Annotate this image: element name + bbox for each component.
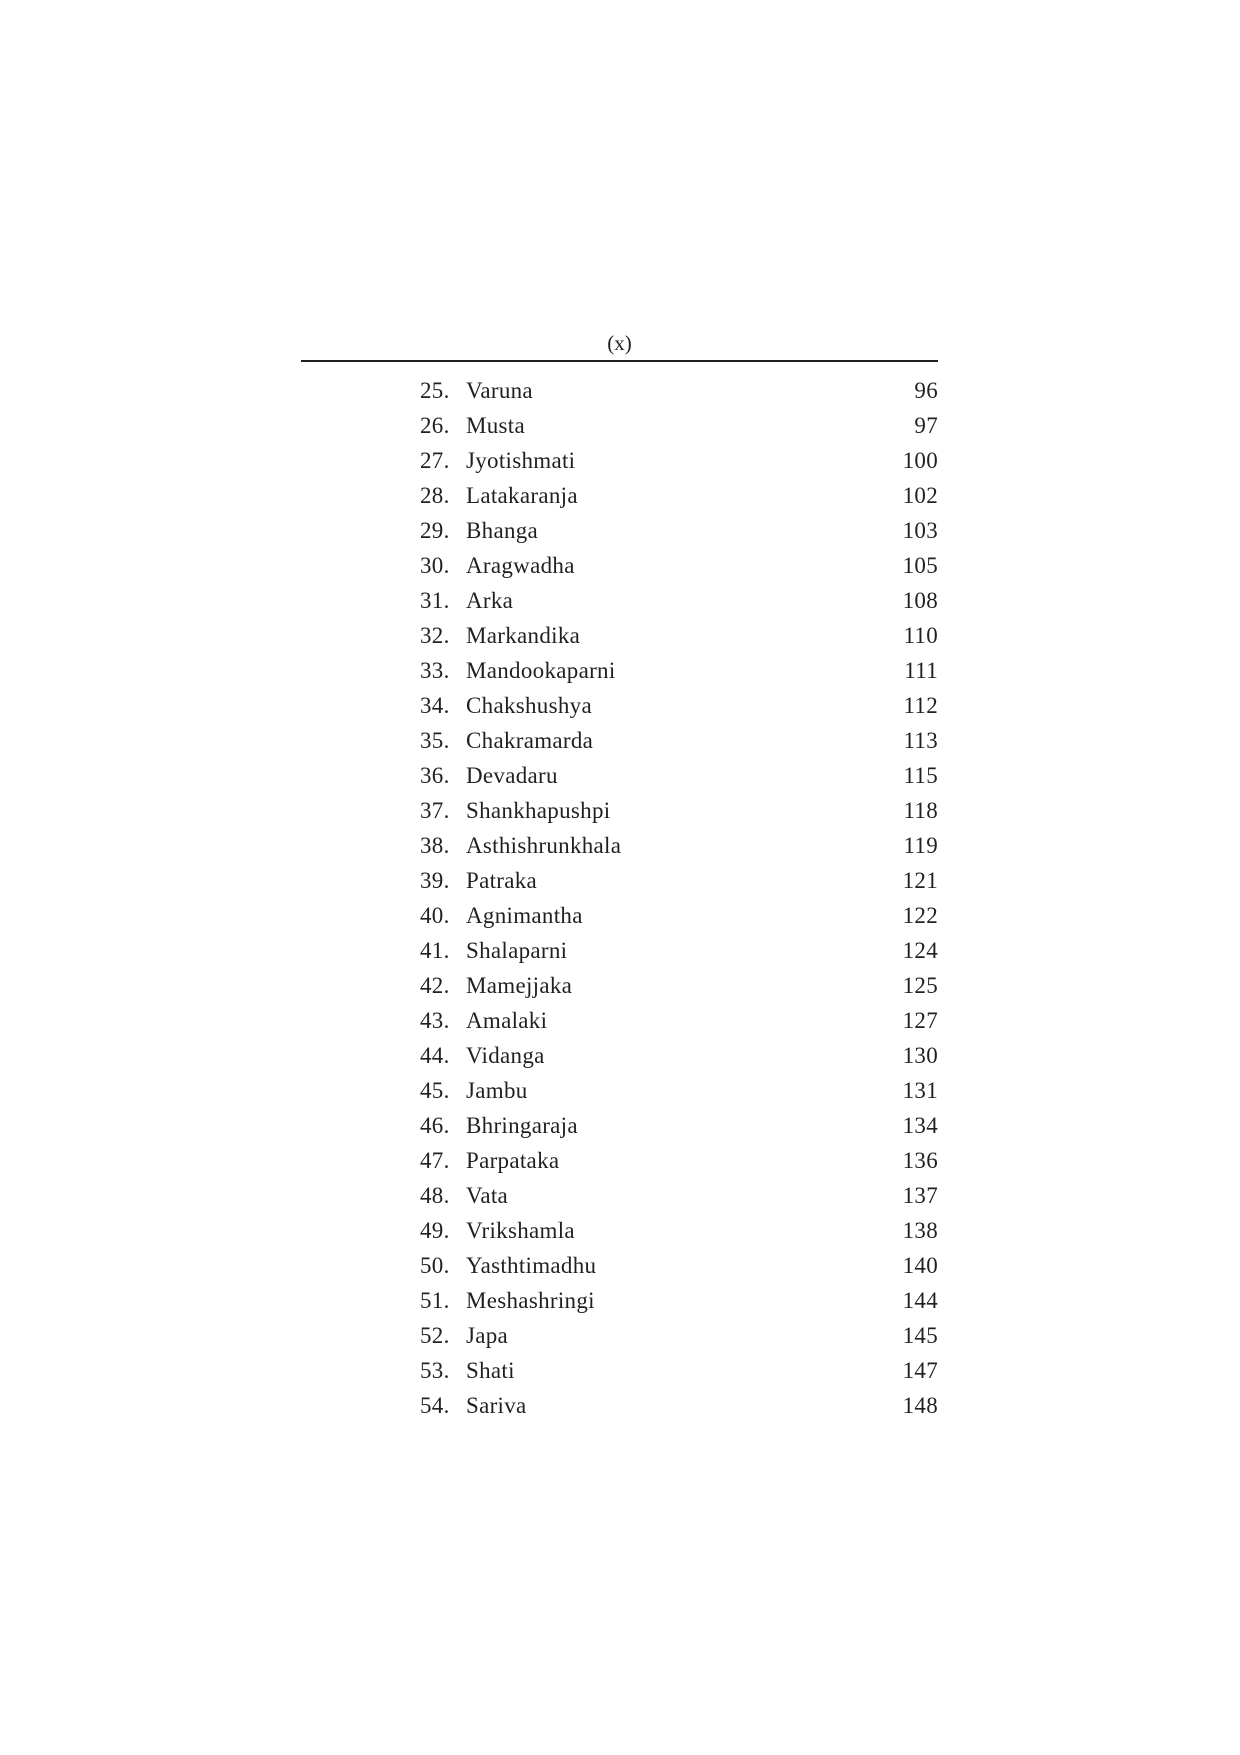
entry-title: Vata [466,1183,509,1208]
entry-title: Bhanga [466,518,539,543]
entry-page-number: 100 [902,448,938,473]
entry-number: 48. [420,1183,450,1208]
entry-number: 51. [420,1288,450,1313]
entry-number: 50. [420,1253,450,1278]
toc-entry [420,1073,938,1108]
toc-entry [420,898,938,933]
entry-number: 40. [420,903,450,928]
entry-page-number: 102 [902,483,938,508]
entry-number: 35. [420,728,450,753]
entry-page-number: 145 [902,1323,938,1348]
entry-number: 47. [420,1148,450,1173]
toc-entry [420,1038,938,1073]
entry-title: Chakramarda [466,728,594,753]
entry-number: 38. [420,833,450,858]
entry-title: Agnimantha [466,903,583,928]
entry-title: Shati [466,1358,515,1383]
toc-entry [420,688,938,723]
entry-number: 30. [420,553,450,578]
toc-entry [420,373,938,408]
entry-title: Mandookaparni [466,658,616,683]
toc-entry [420,478,938,513]
toc-entry [420,1178,938,1213]
toc-entry [420,1318,938,1353]
header-rule [301,360,938,362]
entry-number: 28. [420,483,450,508]
entry-title: Sariva [466,1393,527,1418]
entry-page-number: 119 [903,833,938,858]
entry-number: 41. [420,938,450,963]
entry-title: Latakaranja [466,483,578,508]
entry-page-number: 130 [902,1043,938,1068]
toc-entry [420,968,938,1003]
toc-entry [420,1143,938,1178]
entry-number: 26. [420,413,450,438]
entry-title: Amalaki [466,1008,548,1033]
toc-entry [420,933,938,968]
entry-page-number: 103 [902,518,938,543]
entry-page-number: 113 [903,728,938,753]
entry-title: Jyotishmati [466,448,576,473]
entry-number: 52. [420,1323,450,1348]
toc-entry [420,758,938,793]
toc-entry [420,828,938,863]
toc-entry [420,1388,938,1423]
entry-page-number: 138 [902,1218,938,1243]
entry-title: Arka [466,588,514,613]
entry-number: 43. [420,1008,450,1033]
entry-page-number: 111 [904,658,938,683]
table-of-contents [420,373,938,1423]
entry-title: Asthishrunkhala [466,833,622,858]
toc-entry [420,723,938,758]
entry-title: Jambu [466,1078,528,1103]
entry-page-number: 125 [902,973,938,998]
toc-entry [420,1248,938,1283]
toc-entry [420,513,938,548]
toc-entry [420,1108,938,1143]
entry-title: Varuna [466,378,533,403]
entry-title: Shalaparni [466,938,568,963]
toc-entry [420,408,938,443]
entry-title: Markandika [466,623,581,648]
entry-page-number: 147 [902,1358,938,1383]
entry-page-number: 110 [903,623,938,648]
entry-page-number: 121 [902,868,938,893]
entry-page-number: 105 [902,553,938,578]
toc-entry [420,548,938,583]
entry-page-number: 122 [902,903,938,928]
entry-number: 25. [420,378,450,403]
entry-number: 54. [420,1393,450,1418]
entry-number: 36. [420,763,450,788]
entry-title: Vidanga [466,1043,545,1068]
entry-number: 27. [420,448,450,473]
entry-number: 31. [420,588,450,613]
entry-page-number: 136 [902,1148,938,1173]
entry-title: Patraka [466,868,538,893]
toc-entry [420,618,938,653]
entry-page-number: 134 [902,1113,938,1138]
entry-title: Bhringaraja [466,1113,578,1138]
entry-page-number: 112 [903,693,938,718]
entry-number: 42. [420,973,450,998]
toc-entry [420,793,938,828]
entry-page-number: 115 [903,763,938,788]
entry-title: Meshashringi [466,1288,595,1313]
entry-page-number: 97 [914,413,938,438]
entry-title: Musta [466,413,525,438]
entry-number: 37. [420,798,450,823]
entry-page-number: 124 [902,938,938,963]
entry-number: 39. [420,868,450,893]
entry-page-number: 140 [902,1253,938,1278]
toc-entry [420,863,938,898]
entry-title: Mamejjaka [466,973,573,998]
entry-number: 29. [420,518,450,543]
toc-entry [420,1283,938,1318]
toc-entry [420,653,938,688]
entry-number: 33. [420,658,450,683]
entry-page-number: 144 [902,1288,938,1313]
toc-entry [420,583,938,618]
entry-page-number: 96 [914,378,938,403]
entry-page-number: 148 [902,1393,938,1418]
toc-entry [420,1353,938,1388]
toc-entry [420,1213,938,1248]
toc-entry [420,443,938,478]
page-folio: (x) [607,331,632,355]
entry-title: Devadaru [466,763,558,788]
entry-title: Parpataka [466,1148,560,1173]
entry-page-number: 118 [903,798,938,823]
entry-number: 45. [420,1078,450,1103]
entry-number: 34. [420,693,450,718]
entry-page-number: 131 [902,1078,938,1103]
entry-number: 44. [420,1043,450,1068]
entry-title: Shankhapushpi [466,798,611,823]
entry-page-number: 108 [902,588,938,613]
entry-number: 53. [420,1358,450,1383]
entry-title: Aragwadha [466,553,575,578]
entry-number: 32. [420,623,450,648]
toc-entry [420,1003,938,1038]
entry-title: Yasthtimadhu [466,1253,597,1278]
entry-number: 49. [420,1218,450,1243]
entry-page-number: 127 [902,1008,938,1033]
entry-number: 46. [420,1113,450,1138]
entry-title: Vrikshamla [466,1218,575,1243]
entry-title: Chakshushya [466,693,592,718]
entry-page-number: 137 [902,1183,938,1208]
entry-title: Japa [466,1323,509,1348]
